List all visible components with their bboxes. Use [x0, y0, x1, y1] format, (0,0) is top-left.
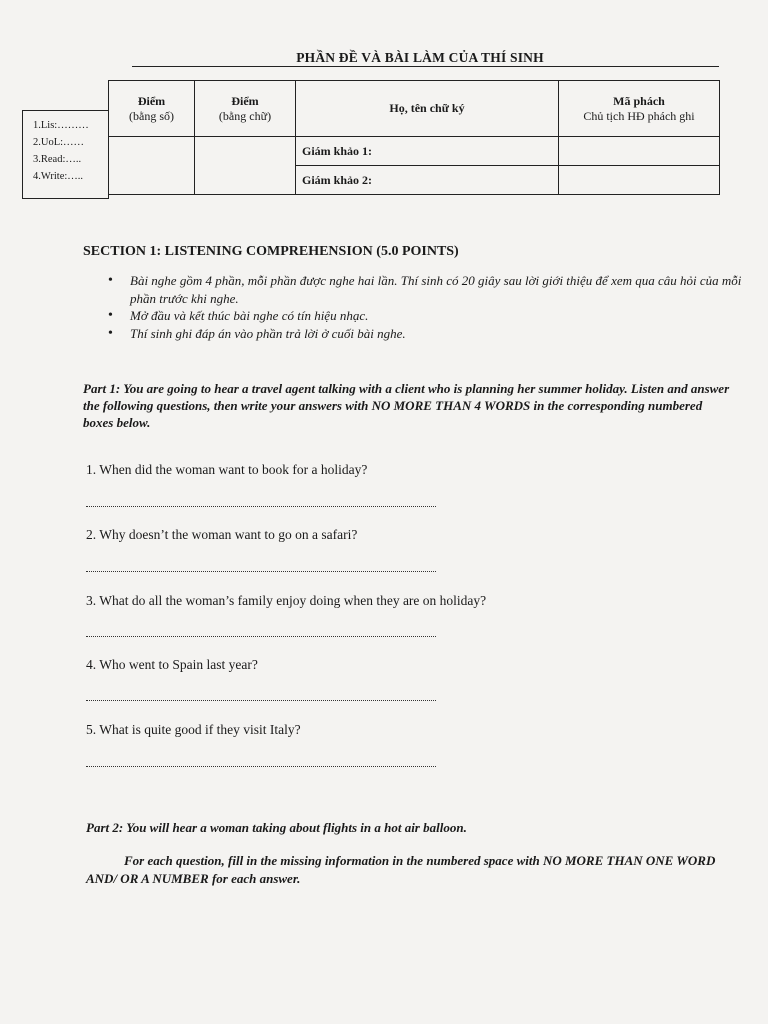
section-1-title: SECTION 1: LISTENING COMPREHENSION (5.0 POINTS) [83, 244, 459, 259]
name-signature-header: Họ, tên chữ ký [296, 81, 559, 137]
part-2-instruction: For each question, fill in the missing information in the numbered space with NO MORE THAN ONE WORD AND/ OR A NUMBER for each answer. [86, 853, 716, 886]
code-cell-2[interactable] [559, 166, 720, 195]
question-1: 1. When did the woman want to book for a holiday? [86, 462, 368, 477]
skill-reading: 3.Read:….. [33, 154, 82, 165]
instruction-item: • Mở đầu và kết thúc bài nghe có tín hiệu nhạc. [130, 307, 750, 325]
score-table [108, 80, 720, 195]
question-2: 2. Why doesn’t the woman want to go on a safari? [86, 527, 358, 542]
score-number-header: Điểm (bằng số) [109, 81, 195, 137]
examiner-1-label: Giám khảo 1: [296, 137, 559, 166]
answer-line-5[interactable] [86, 766, 436, 767]
instruction-item: • Thí sinh ghi đáp án vào phần trả lời ở cuối bài nghe. [130, 325, 750, 343]
question-5: 5. What is quite good if they visit Italy? [86, 722, 301, 737]
question-4: 4. Who went to Spain last year? [86, 657, 258, 672]
code-header: Mã phách Chủ tịch HĐ phách ghi [559, 81, 720, 137]
question-3: 3. What do all the woman’s family enjoy doing when they are on holiday? [86, 593, 487, 608]
score-number-cell[interactable] [109, 137, 195, 195]
answer-line-2[interactable] [86, 571, 436, 572]
answer-line-4[interactable] [86, 700, 436, 701]
score-words-header: Điểm (bằng chữ) [195, 81, 296, 137]
skill-uol: 2.UoL:…… [33, 137, 85, 148]
answer-line-3[interactable] [86, 636, 436, 637]
skills-score-box [22, 110, 109, 199]
examiner-2-label: Giám khảo 2: [296, 166, 559, 195]
answer-line-1[interactable] [86, 506, 436, 507]
part-1-intro: Part 1: You are going to hear a travel agent talking with a client who is planning her summer holiday. Listen and answer the following questions, then write your answers with NO MORE THAN 4 WORDS in the corresponding numbered boxes below. [83, 381, 730, 430]
skill-listening: 1.Lis:……… [33, 120, 89, 131]
page-title: PHẦN ĐỀ VÀ BÀI LÀM CỦA THÍ SINH [296, 50, 544, 65]
score-words-cell[interactable] [195, 137, 296, 195]
skill-writing: 4.Write:….. [33, 171, 84, 182]
code-cell-1[interactable] [559, 137, 720, 166]
instruction-item: • Bài nghe gồm 4 phần, mỗi phần được nghe hai lần. Thí sinh có 20 giây sau lời giới thiệu để xem qua câu hỏi của mỗi phần trước khi nghe. [130, 272, 750, 307]
part-2-title: Part 2: You will hear a woman taking about flights in a hot air balloon. [86, 820, 467, 835]
title-underline [132, 66, 719, 67]
instructions-list [108, 272, 750, 342]
